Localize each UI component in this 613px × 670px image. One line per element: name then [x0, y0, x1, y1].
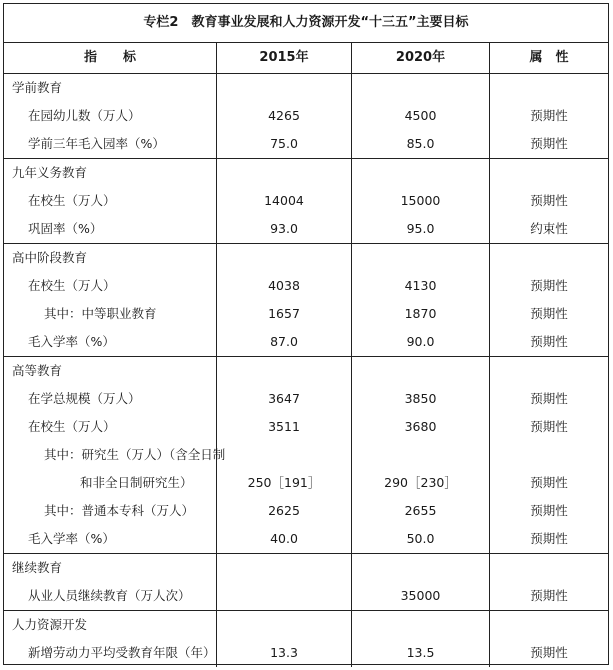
- section-header-row: [4, 554, 608, 582]
- attribute-value: 预期性: [530, 588, 568, 603]
- value-2020: 95.0: [352, 215, 490, 243]
- attribute-value: 预期性: [530, 419, 568, 434]
- value-2020: 35000: [352, 582, 490, 610]
- education-targets-table: [3, 3, 609, 665]
- row-label: 和非全日制研究生）: [4, 469, 217, 497]
- header-2015: 2015年: [217, 43, 352, 73]
- cell-empty: [490, 357, 608, 385]
- value-2015: 1657: [217, 300, 352, 328]
- attribute-value: 预期性: [530, 108, 568, 123]
- section-name: 高等教育: [4, 357, 217, 385]
- header-indicator: 指 标: [4, 43, 217, 73]
- row-label: 其中：中等职业教育: [4, 300, 217, 328]
- row-label: 其中：研究生（万人）（含全日制: [4, 441, 217, 469]
- table-title: 专栏2 教育事业发展和人力资源开发“十三五”主要目标: [4, 4, 608, 43]
- table-section: [4, 74, 608, 159]
- cell-empty: [490, 159, 608, 187]
- value-2015: 13.3: [217, 639, 352, 667]
- row-label: 新增劳动力平均受教育年限（年）: [4, 639, 217, 667]
- table-row: [4, 130, 608, 158]
- value-2015: 2625: [217, 497, 352, 525]
- table-row: [4, 187, 608, 215]
- section-name: 高中阶段教育: [4, 244, 217, 272]
- row-label: 巩固率（%）: [4, 215, 217, 243]
- cell-empty: [490, 74, 608, 102]
- value-2020: 90.0: [352, 328, 490, 356]
- attribute-value: 约束性: [530, 221, 568, 236]
- attribute-value: 预期性: [530, 278, 568, 293]
- table-header-row: [4, 43, 608, 74]
- cell-empty: [352, 554, 490, 582]
- cell-empty: [352, 244, 490, 272]
- attribute-value: 预期性: [530, 306, 568, 321]
- value-2015: 4265: [217, 102, 352, 130]
- table-row: [4, 525, 608, 553]
- value-2020: 4130: [352, 272, 490, 300]
- table-section: [4, 554, 608, 611]
- value-2020: 15000: [352, 187, 490, 215]
- table-row: [4, 639, 608, 667]
- row-label: 在园幼儿数（万人）: [4, 102, 217, 130]
- row-label: 其中：普通本专科（万人）: [4, 497, 217, 525]
- row-label: 在校生（万人）: [4, 272, 217, 300]
- table-row: [4, 300, 608, 328]
- cell-empty: [217, 74, 352, 102]
- cell-empty: [352, 159, 490, 187]
- table-section: [4, 357, 608, 554]
- row-label: 毛入学率（%）: [4, 328, 217, 356]
- cell-empty: [217, 554, 352, 582]
- cell-empty: [217, 611, 352, 639]
- cell-empty: [352, 74, 490, 102]
- value-2020: 85.0: [352, 130, 490, 158]
- attribute-value: [490, 441, 608, 469]
- cell-empty: [217, 357, 352, 385]
- row-label: 在校生（万人）: [4, 413, 217, 441]
- table-row: [4, 215, 608, 243]
- section-name: 学前教育: [4, 74, 217, 102]
- value-2015: 75.0: [217, 130, 352, 158]
- section-header-row: [4, 611, 608, 639]
- attribute-value: 预期性: [530, 334, 568, 349]
- value-2015: 93.0: [217, 215, 352, 243]
- section-header-row: [4, 74, 608, 102]
- table-section: [4, 244, 608, 357]
- value-2015: 4038: [217, 272, 352, 300]
- value-2015: [217, 441, 352, 469]
- cell-empty: [490, 554, 608, 582]
- cell-empty: [352, 611, 490, 639]
- value-2020: [352, 441, 490, 469]
- row-label: 学前三年毛入园率（%）: [4, 130, 217, 158]
- value-2020: 290［230］: [352, 469, 490, 497]
- value-2015: 250［191］: [217, 469, 352, 497]
- cell-empty: [217, 244, 352, 272]
- value-2020: 1870: [352, 300, 490, 328]
- value-2020: 2655: [352, 497, 490, 525]
- section-name: 继续教育: [4, 554, 217, 582]
- value-2015: 87.0: [217, 328, 352, 356]
- table-section: [4, 611, 608, 667]
- value-2015: 14004: [217, 187, 352, 215]
- table-row: [4, 385, 608, 413]
- attribute-value: 预期性: [530, 391, 568, 406]
- attribute-value: 预期性: [530, 136, 568, 151]
- row-label: 在校生（万人）: [4, 187, 217, 215]
- section-name: 九年义务教育: [4, 159, 217, 187]
- cell-empty: [352, 357, 490, 385]
- table-section: [4, 159, 608, 244]
- value-2015: [217, 582, 352, 610]
- value-2020: 50.0: [352, 525, 490, 553]
- value-2020: 3680: [352, 413, 490, 441]
- table-row: [4, 582, 608, 610]
- table-row: [4, 413, 608, 441]
- attribute-value: 预期性: [530, 531, 568, 546]
- attribute-value: 预期性: [530, 193, 568, 208]
- attribute-value: 预期性: [530, 503, 568, 518]
- table-row: [4, 328, 608, 356]
- row-label: 毛入学率（%）: [4, 525, 217, 553]
- section-header-row: [4, 159, 608, 187]
- table-row: [4, 469, 608, 497]
- cell-empty: [490, 611, 608, 639]
- table-row: [4, 497, 608, 525]
- row-label: 在学总规模（万人）: [4, 385, 217, 413]
- row-label: 从业人员继续教育（万人次）: [4, 582, 217, 610]
- table-row: [4, 441, 608, 469]
- table-row: [4, 272, 608, 300]
- header-attribute: 属 性: [529, 50, 569, 65]
- value-2020: 3850: [352, 385, 490, 413]
- value-2015: 3511: [217, 413, 352, 441]
- table-body: [4, 74, 608, 667]
- table-row: [4, 102, 608, 130]
- cell-empty: [217, 159, 352, 187]
- attribute-value: 预期性: [530, 645, 568, 660]
- header-2020: 2020年: [352, 43, 490, 73]
- section-header-row: [4, 357, 608, 385]
- value-2015: 3647: [217, 385, 352, 413]
- value-2015: 40.0: [217, 525, 352, 553]
- section-name: 人力资源开发: [4, 611, 217, 639]
- attribute-value: 预期性: [530, 475, 568, 490]
- cell-empty: [490, 244, 608, 272]
- value-2020: 4500: [352, 102, 490, 130]
- value-2020: 13.5: [352, 639, 490, 667]
- section-header-row: [4, 244, 608, 272]
